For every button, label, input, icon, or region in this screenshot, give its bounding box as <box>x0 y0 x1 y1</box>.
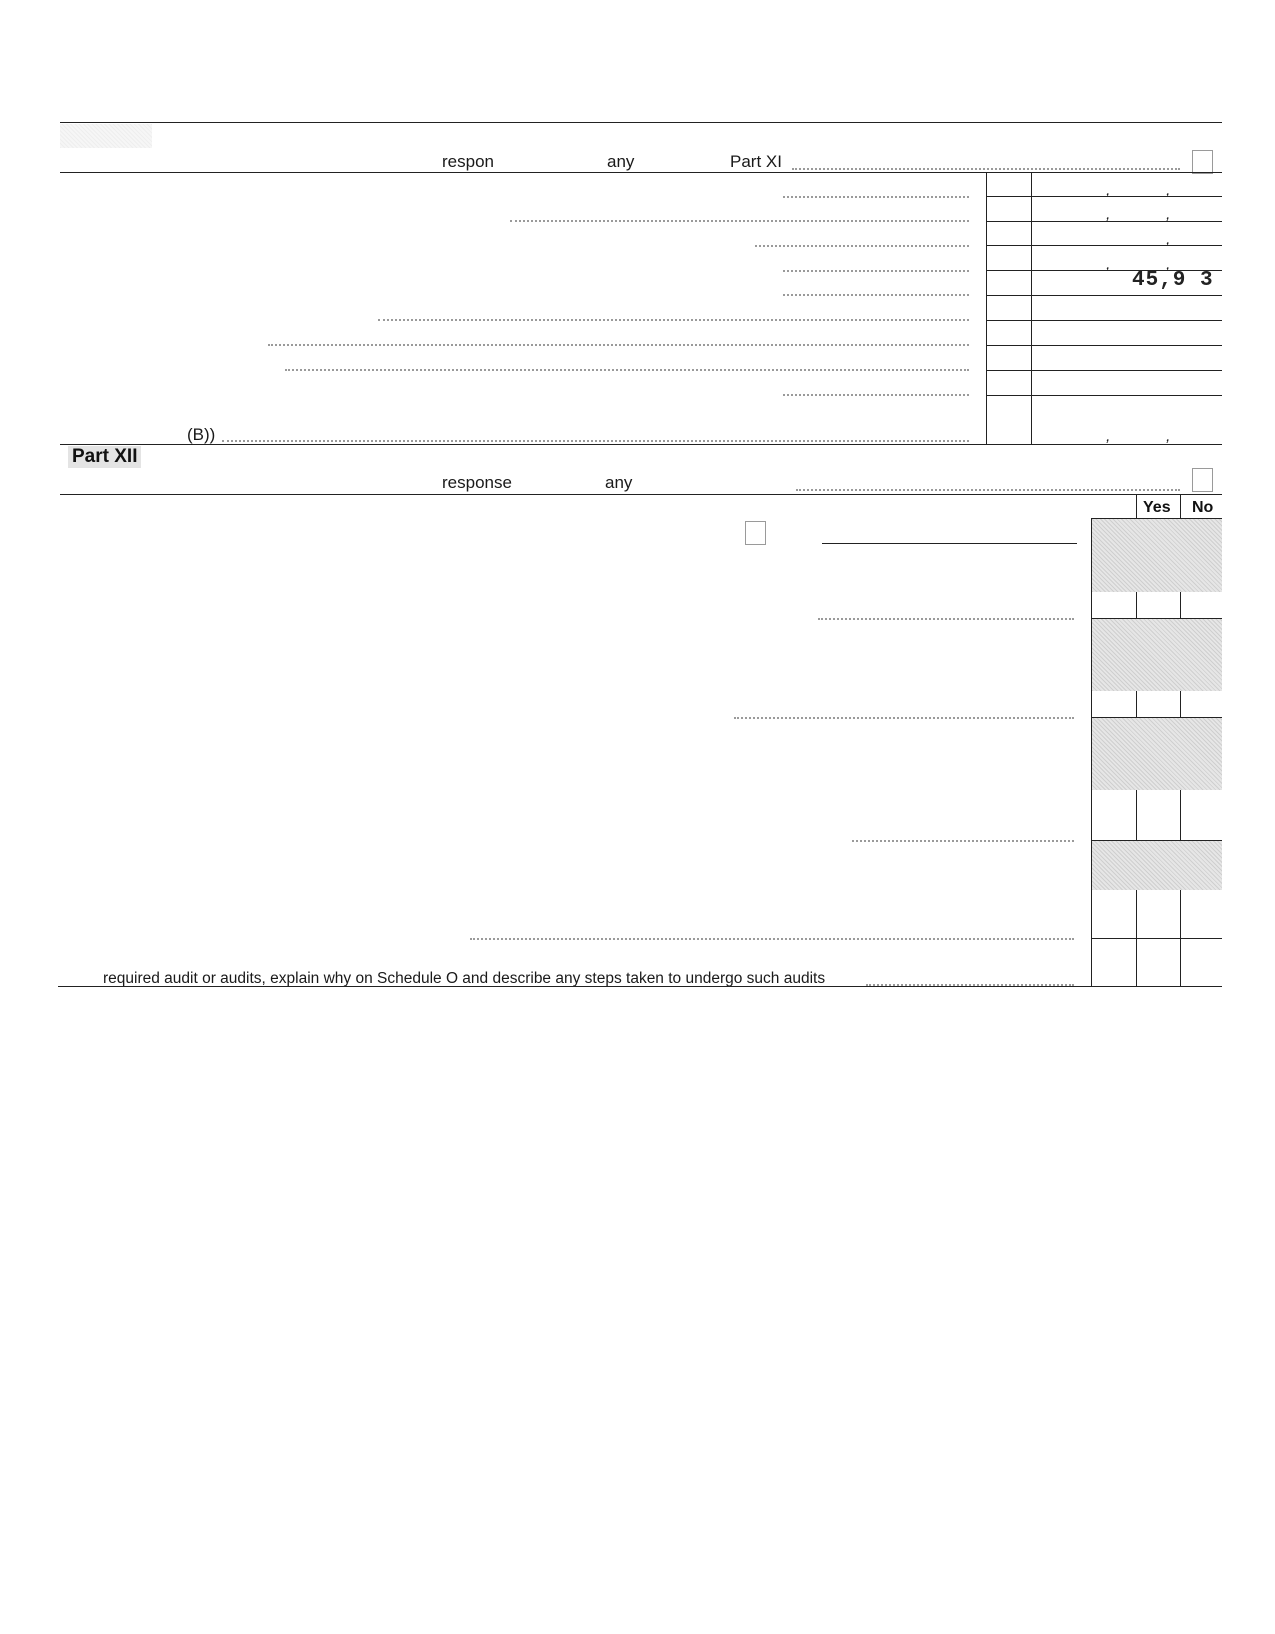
part-xii-schedule-o-checkbox[interactable] <box>1192 468 1213 492</box>
yes-column-header: Yes <box>1143 499 1171 516</box>
amount-separator: , <box>1106 256 1111 273</box>
part-xi-bottom-rule <box>60 444 1222 445</box>
shaded-block <box>1092 618 1222 691</box>
shaded-block <box>1092 717 1222 790</box>
leader-dots <box>470 938 1074 940</box>
part-xi-schedule-o-checkbox[interactable] <box>1192 150 1213 174</box>
leader-dots <box>285 369 969 371</box>
part-xii-header-rule <box>60 494 1222 495</box>
amount-separator: , <box>1166 231 1171 248</box>
no-column-header: No <box>1192 499 1214 516</box>
row-rule <box>1091 618 1222 619</box>
row-rule <box>1091 840 1222 841</box>
leader-dots <box>783 270 969 272</box>
row-rule <box>986 221 1222 222</box>
row-rule <box>986 245 1222 246</box>
leader-dots <box>783 196 969 198</box>
leader-dots <box>783 294 969 296</box>
row-rule <box>986 370 1222 371</box>
leader-dots <box>222 440 969 442</box>
leader-dots <box>378 319 969 321</box>
amount-separator: , <box>1166 206 1171 223</box>
leader-dots <box>852 840 1074 842</box>
line-5-amount[interactable]: 45,9 3 <box>1132 269 1214 292</box>
part-xii-bottom-rule <box>58 986 1222 987</box>
part-xi-header-part-ref: Part XI <box>730 152 782 171</box>
part-xi-header-word-1: respon <box>442 152 494 171</box>
leader-dots <box>755 245 969 247</box>
row-rule <box>986 196 1222 197</box>
line-number-column-left <box>986 172 987 444</box>
amount-separator: , <box>1106 182 1111 199</box>
top-rule <box>60 122 1222 123</box>
leader-dots <box>783 394 969 396</box>
row-rule <box>986 295 1222 296</box>
part-xii-header-word-1: response <box>442 473 512 492</box>
leader-dots <box>734 717 1074 719</box>
amount-separator: , <box>1166 428 1171 445</box>
part-xi-header-rule <box>60 172 1222 173</box>
accounting-method-other-checkbox[interactable] <box>745 521 766 545</box>
leader-dots <box>268 344 969 346</box>
amount-separator: , <box>1166 256 1171 273</box>
row-rule <box>986 320 1222 321</box>
part-xi-label-faded <box>60 124 152 148</box>
leader-dots <box>796 489 1180 491</box>
amount-separator: , <box>1106 206 1111 223</box>
shaded-block <box>1092 840 1222 890</box>
part-xii-last-line-text: required audit or audits, explain why on Schedule O and describe any steps taken to undergo such audits <box>103 970 826 987</box>
row-rule <box>986 395 1222 396</box>
amount-separator: , <box>1106 428 1111 445</box>
leader-dots <box>792 168 1180 170</box>
row-rule <box>1091 717 1222 718</box>
part-xii-header-word-2: any <box>605 473 633 492</box>
part-xii-label: Part XII <box>68 446 141 468</box>
line-number-column-right <box>1031 172 1032 444</box>
row-rule <box>986 345 1222 346</box>
leader-dots <box>818 618 1074 620</box>
other-method-blank-line[interactable] <box>822 543 1077 544</box>
amount-separator: , <box>1166 182 1171 199</box>
part-xi-last-line-label: (B)) <box>187 425 216 444</box>
shaded-block <box>1092 519 1222 592</box>
row-rule <box>1091 938 1222 939</box>
leader-dots <box>510 220 969 222</box>
part-xi-header-word-2: any <box>607 152 635 171</box>
